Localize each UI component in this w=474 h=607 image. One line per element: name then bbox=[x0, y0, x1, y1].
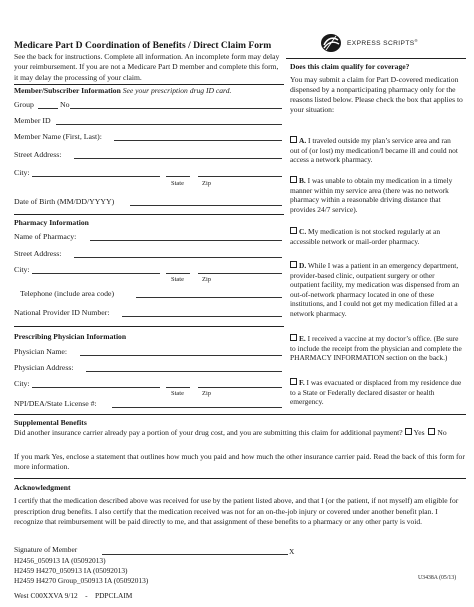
physician-city-field[interactable] bbox=[32, 379, 160, 388]
member-street-field[interactable] bbox=[74, 150, 282, 159]
member-id-label: Member ID bbox=[14, 116, 51, 125]
pharmacy-phone-label: Telephone (include area code) bbox=[20, 289, 115, 298]
supplemental-question: Did another insurance carrier already pay a portion of your drug cost, and you are submitting this claim for additional payment? Yes No bbox=[14, 428, 447, 437]
pharmacy-zip-label: Zip bbox=[202, 276, 212, 283]
pharmacy-name-field[interactable] bbox=[90, 232, 282, 241]
acknowledgment-text: I certify that the medication described above was received for use by the patient listed above, and that I (or the patient, if not myself) am eligible for prescription drug benefits. I also certify that the medication received was not for an on-the-job injury or covered under another benefit plan. I recognize that reimbursement will be paid directly to me, and that assignment of these benefits to a pharmacy or any other party is void. bbox=[14, 496, 459, 527]
footer-code-2: H2459 H4270_050913 IA (05092013) bbox=[14, 566, 128, 575]
member-zip-label: Zip bbox=[202, 180, 212, 187]
qualify-intro: You may submit a claim for Part D-covered medication dispensed by a nonparticipating pharmacy only for the reasons listed below. Please check the box that applies to your situation: bbox=[290, 75, 463, 115]
option-d bbox=[290, 261, 462, 319]
pharmacy-city-label: City: bbox=[14, 265, 30, 274]
physician-license-label: NPI/DEA/State License #: bbox=[14, 399, 97, 408]
physician-zip-field[interactable] bbox=[198, 379, 282, 388]
pharmacy-city-field[interactable] bbox=[32, 265, 160, 274]
group-label: Group bbox=[14, 100, 34, 109]
member-street-label: Street Address: bbox=[14, 150, 62, 159]
option-d-text: While I was a patient in an emergency department, provider-based clinic, outpatient surgery or other outpatient facility, my medication was dispensed from an out-of-network pharmacy located in one of these institutions, and I could not get my medication filled at a network pharmacy. bbox=[290, 261, 460, 318]
qualify-heading: Does this claim qualify for coverage? bbox=[290, 62, 410, 71]
physician-city-label: City: bbox=[14, 379, 30, 388]
form-code: U3438A (05/13) bbox=[418, 575, 457, 581]
member-city-label: City: bbox=[14, 168, 30, 177]
member-zip-field[interactable] bbox=[198, 168, 282, 177]
pharmacy-phone-field[interactable] bbox=[136, 289, 282, 298]
form-title: Medicare Part D Coordination of Benefits / Direct Claim Form bbox=[14, 40, 272, 51]
physician-name-field[interactable] bbox=[80, 347, 282, 356]
physician-section-heading: Prescribing Physician Information bbox=[14, 332, 127, 341]
pharmacy-npi-field[interactable] bbox=[122, 308, 282, 317]
option-d-letter: D. bbox=[299, 261, 307, 270]
signature-label: Signature of Member bbox=[14, 545, 78, 554]
option-c-text: My medication is not stocked regularly at an accessible network or mail-order pharmacy. bbox=[290, 227, 441, 246]
option-b bbox=[290, 176, 462, 214]
supplemental-heading: Supplemental Benefits bbox=[14, 418, 87, 427]
option-b-checkbox[interactable] bbox=[290, 176, 297, 183]
pharmacy-street-field[interactable] bbox=[74, 249, 282, 258]
option-f-text: I was evacuated or displaced from my residence due to a State or Federally declared disaster or health emergency. bbox=[290, 378, 462, 407]
option-c-checkbox[interactable] bbox=[290, 227, 297, 234]
supplemental-note: If you mark Yes, enclose a statement that outlines how much you paid and how much the other insurance carrier paid. Read the back of this form for more information. bbox=[14, 452, 465, 472]
footer-bottom-line: West C00XXVA 9/12 - PDPCLAIM bbox=[14, 591, 133, 600]
member-name-label: Member Name (First, Last): bbox=[14, 132, 102, 141]
option-b-text: I was unable to obtain my medication in a timely manner within my service area (there was no network pharmacy within a reasonable driving distance that provides 24/7 service). bbox=[290, 176, 453, 214]
physician-name-label: Physician Name: bbox=[14, 347, 68, 356]
option-b-letter: B. bbox=[299, 176, 306, 185]
physician-address-label: Physician Address: bbox=[14, 363, 74, 372]
option-e-checkbox[interactable] bbox=[290, 334, 297, 341]
option-e-text: I received a vaccine at my doctor’s office. (Be sure to include the receipt from the physician and complete the PHARMACY INFORMATION section on the back.) bbox=[290, 334, 462, 363]
physician-license-field[interactable] bbox=[112, 399, 282, 408]
option-a bbox=[290, 136, 462, 165]
member-dob-field[interactable] bbox=[130, 197, 282, 206]
option-f bbox=[290, 378, 462, 407]
express-scripts-logo-icon bbox=[320, 33, 342, 53]
logo bbox=[320, 32, 466, 54]
option-c bbox=[290, 227, 462, 246]
logo-text: EXPRESS SCRIPTS® bbox=[347, 38, 418, 48]
option-c-letter: C. bbox=[299, 227, 307, 236]
acknowledgment-heading: Acknowledgment bbox=[14, 483, 71, 492]
option-a-text: I traveled outside my plan’s service area and ran out of (or lost) my medication/I became ill and could not access a network pharmacy. bbox=[290, 136, 458, 165]
physician-zip-label: Zip bbox=[202, 390, 212, 397]
supplemental-yes-label: Yes bbox=[413, 428, 425, 437]
option-d-checkbox[interactable] bbox=[290, 261, 297, 268]
group-field[interactable] bbox=[38, 100, 58, 109]
member-name-field[interactable] bbox=[114, 132, 282, 141]
form-intro: See the back for instructions. Complete all information. An incomplete form may delay your reimbursement. If you are not a Medicare Part D member and complete this form, it may delay the processing of your claim. bbox=[14, 52, 280, 82]
supplemental-no-checkbox[interactable] bbox=[428, 428, 435, 435]
member-city-field[interactable] bbox=[32, 168, 160, 177]
option-a-letter: A. bbox=[299, 136, 307, 145]
pharmacy-section-heading: Pharmacy Information bbox=[14, 218, 89, 227]
member-state-label: State bbox=[171, 180, 184, 187]
member-dob-label: Date of Birth (MM/DD/YYYY) bbox=[14, 197, 115, 206]
option-f-letter: F. bbox=[299, 378, 305, 387]
supplemental-yes-checkbox[interactable] bbox=[405, 428, 412, 435]
pharmacy-npi-label: National Provider ID Number: bbox=[14, 308, 110, 317]
pharmacy-street-label: Street Address: bbox=[14, 249, 62, 258]
option-f-checkbox[interactable] bbox=[290, 378, 297, 385]
supplemental-no-label: No bbox=[437, 428, 447, 437]
physician-state-field[interactable] bbox=[166, 379, 190, 388]
footer-code-1: H2456_050913 IA (05092013) bbox=[14, 556, 106, 565]
pharmacy-name-label: Name of Pharmacy: bbox=[14, 232, 77, 241]
pharmacy-zip-field[interactable] bbox=[198, 265, 282, 274]
option-e-letter: E. bbox=[299, 334, 306, 343]
group-no-field[interactable] bbox=[70, 100, 282, 109]
option-a-checkbox[interactable] bbox=[290, 136, 297, 143]
member-id-field[interactable] bbox=[56, 116, 282, 125]
footer-code-3: H2459 H4270 Group_050913 IA (05092013) bbox=[14, 576, 149, 585]
member-state-field[interactable] bbox=[166, 168, 190, 177]
physician-state-label: State bbox=[171, 390, 184, 397]
member-section-heading: Member/Subscriber Information See your prescription drug ID card. bbox=[14, 86, 232, 95]
option-e bbox=[290, 334, 462, 363]
pharmacy-state-field[interactable] bbox=[166, 265, 190, 274]
group-no-label: No bbox=[60, 100, 70, 109]
pharmacy-state-label: State bbox=[171, 276, 184, 283]
physician-address-field[interactable] bbox=[86, 363, 282, 372]
signature-x: X bbox=[289, 547, 295, 556]
signature-field[interactable] bbox=[102, 546, 288, 555]
